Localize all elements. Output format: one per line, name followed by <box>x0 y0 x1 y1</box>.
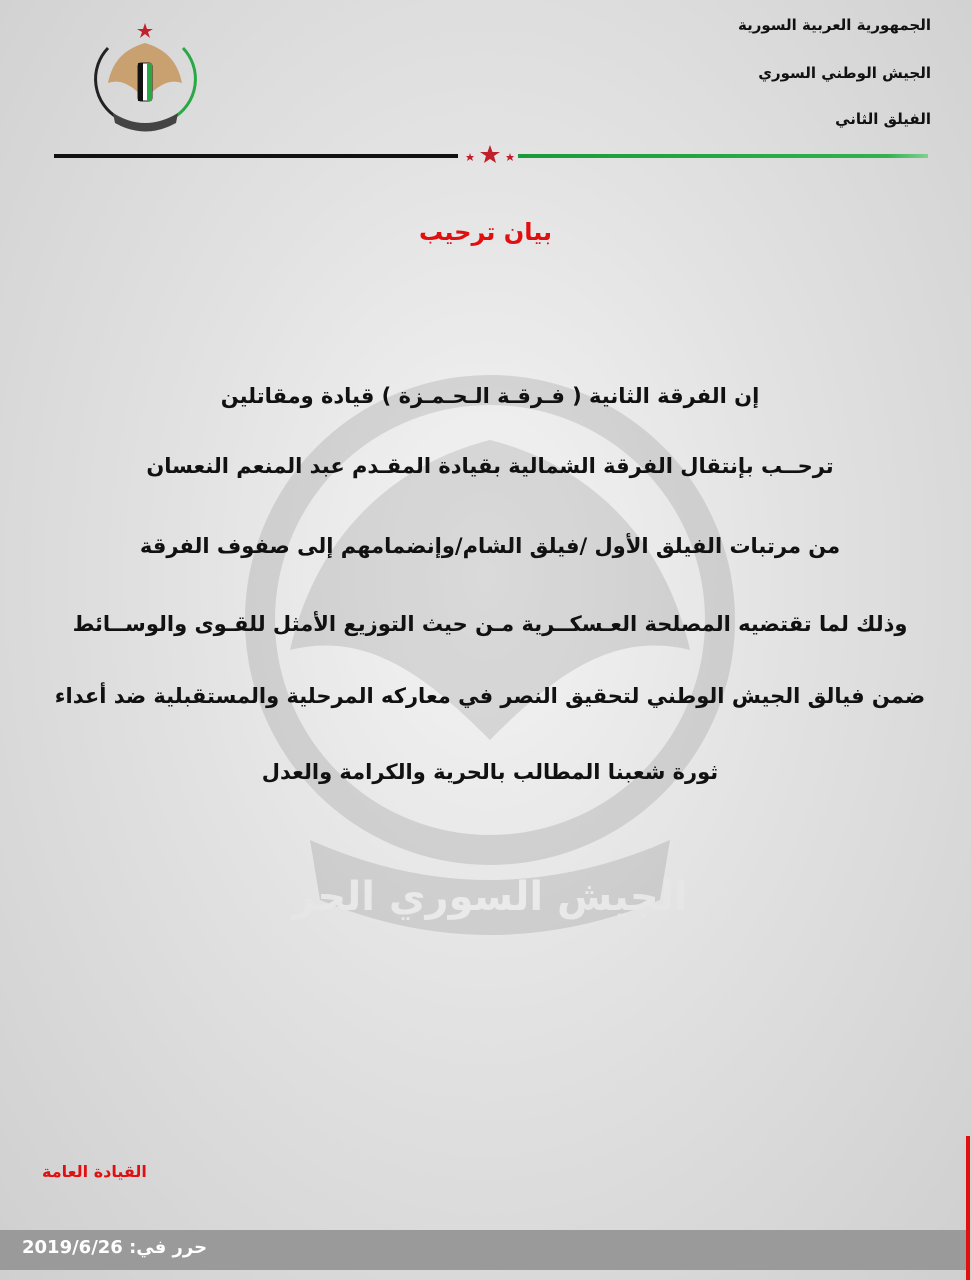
header-country: الجمهورية العربية السورية <box>738 16 931 34</box>
issue-date: حرر في: 2019/6/26 <box>22 1237 208 1258</box>
signature-general-command: القيادة العامة <box>42 1162 147 1181</box>
body-line-1: إن الفرقة الثانية ( فـرقـة الـحـمـزة ) قيادة ومقاتلين <box>220 384 760 408</box>
watermark-text: الجيش السوري الحر <box>292 874 688 920</box>
statement-title: بيان ترحيب <box>418 218 553 246</box>
body-line-4: وذلك لما تقتضيه المصلحة العـسكــرية مـن حيث التوزيع الأمثل للقـوى والوســائط <box>72 612 908 636</box>
three-stars-icon <box>462 143 518 165</box>
footer-bar <box>0 1230 966 1270</box>
header-rule-green <box>518 154 928 158</box>
body-line-5: ضمن فيالق الجيش الوطني لتحقيق النصر في معاركه المرحلية والمستقبلية ضد أعداء <box>54 684 926 708</box>
eagle-emblem-logo <box>88 18 203 133</box>
body-line-2: ترحــب بإنتقال الفرقة الشمالية بقيادة المقـدم عبد المنعم النعسان <box>146 454 834 478</box>
header-corps: الفيلق الثاني <box>835 110 931 128</box>
body-line-6: ثورة شعبنا المطالب بالحرية والكرامة والعدل <box>261 760 719 784</box>
red-edge-line <box>966 1136 970 1280</box>
header-rule-black <box>54 154 458 158</box>
body-line-3: من مرتبات الفيلق الأول /فيلق الشام/وإنضمامهم إلى صفوف الفرقة <box>139 534 841 558</box>
header-army: الجيش الوطني السوري <box>758 64 931 82</box>
